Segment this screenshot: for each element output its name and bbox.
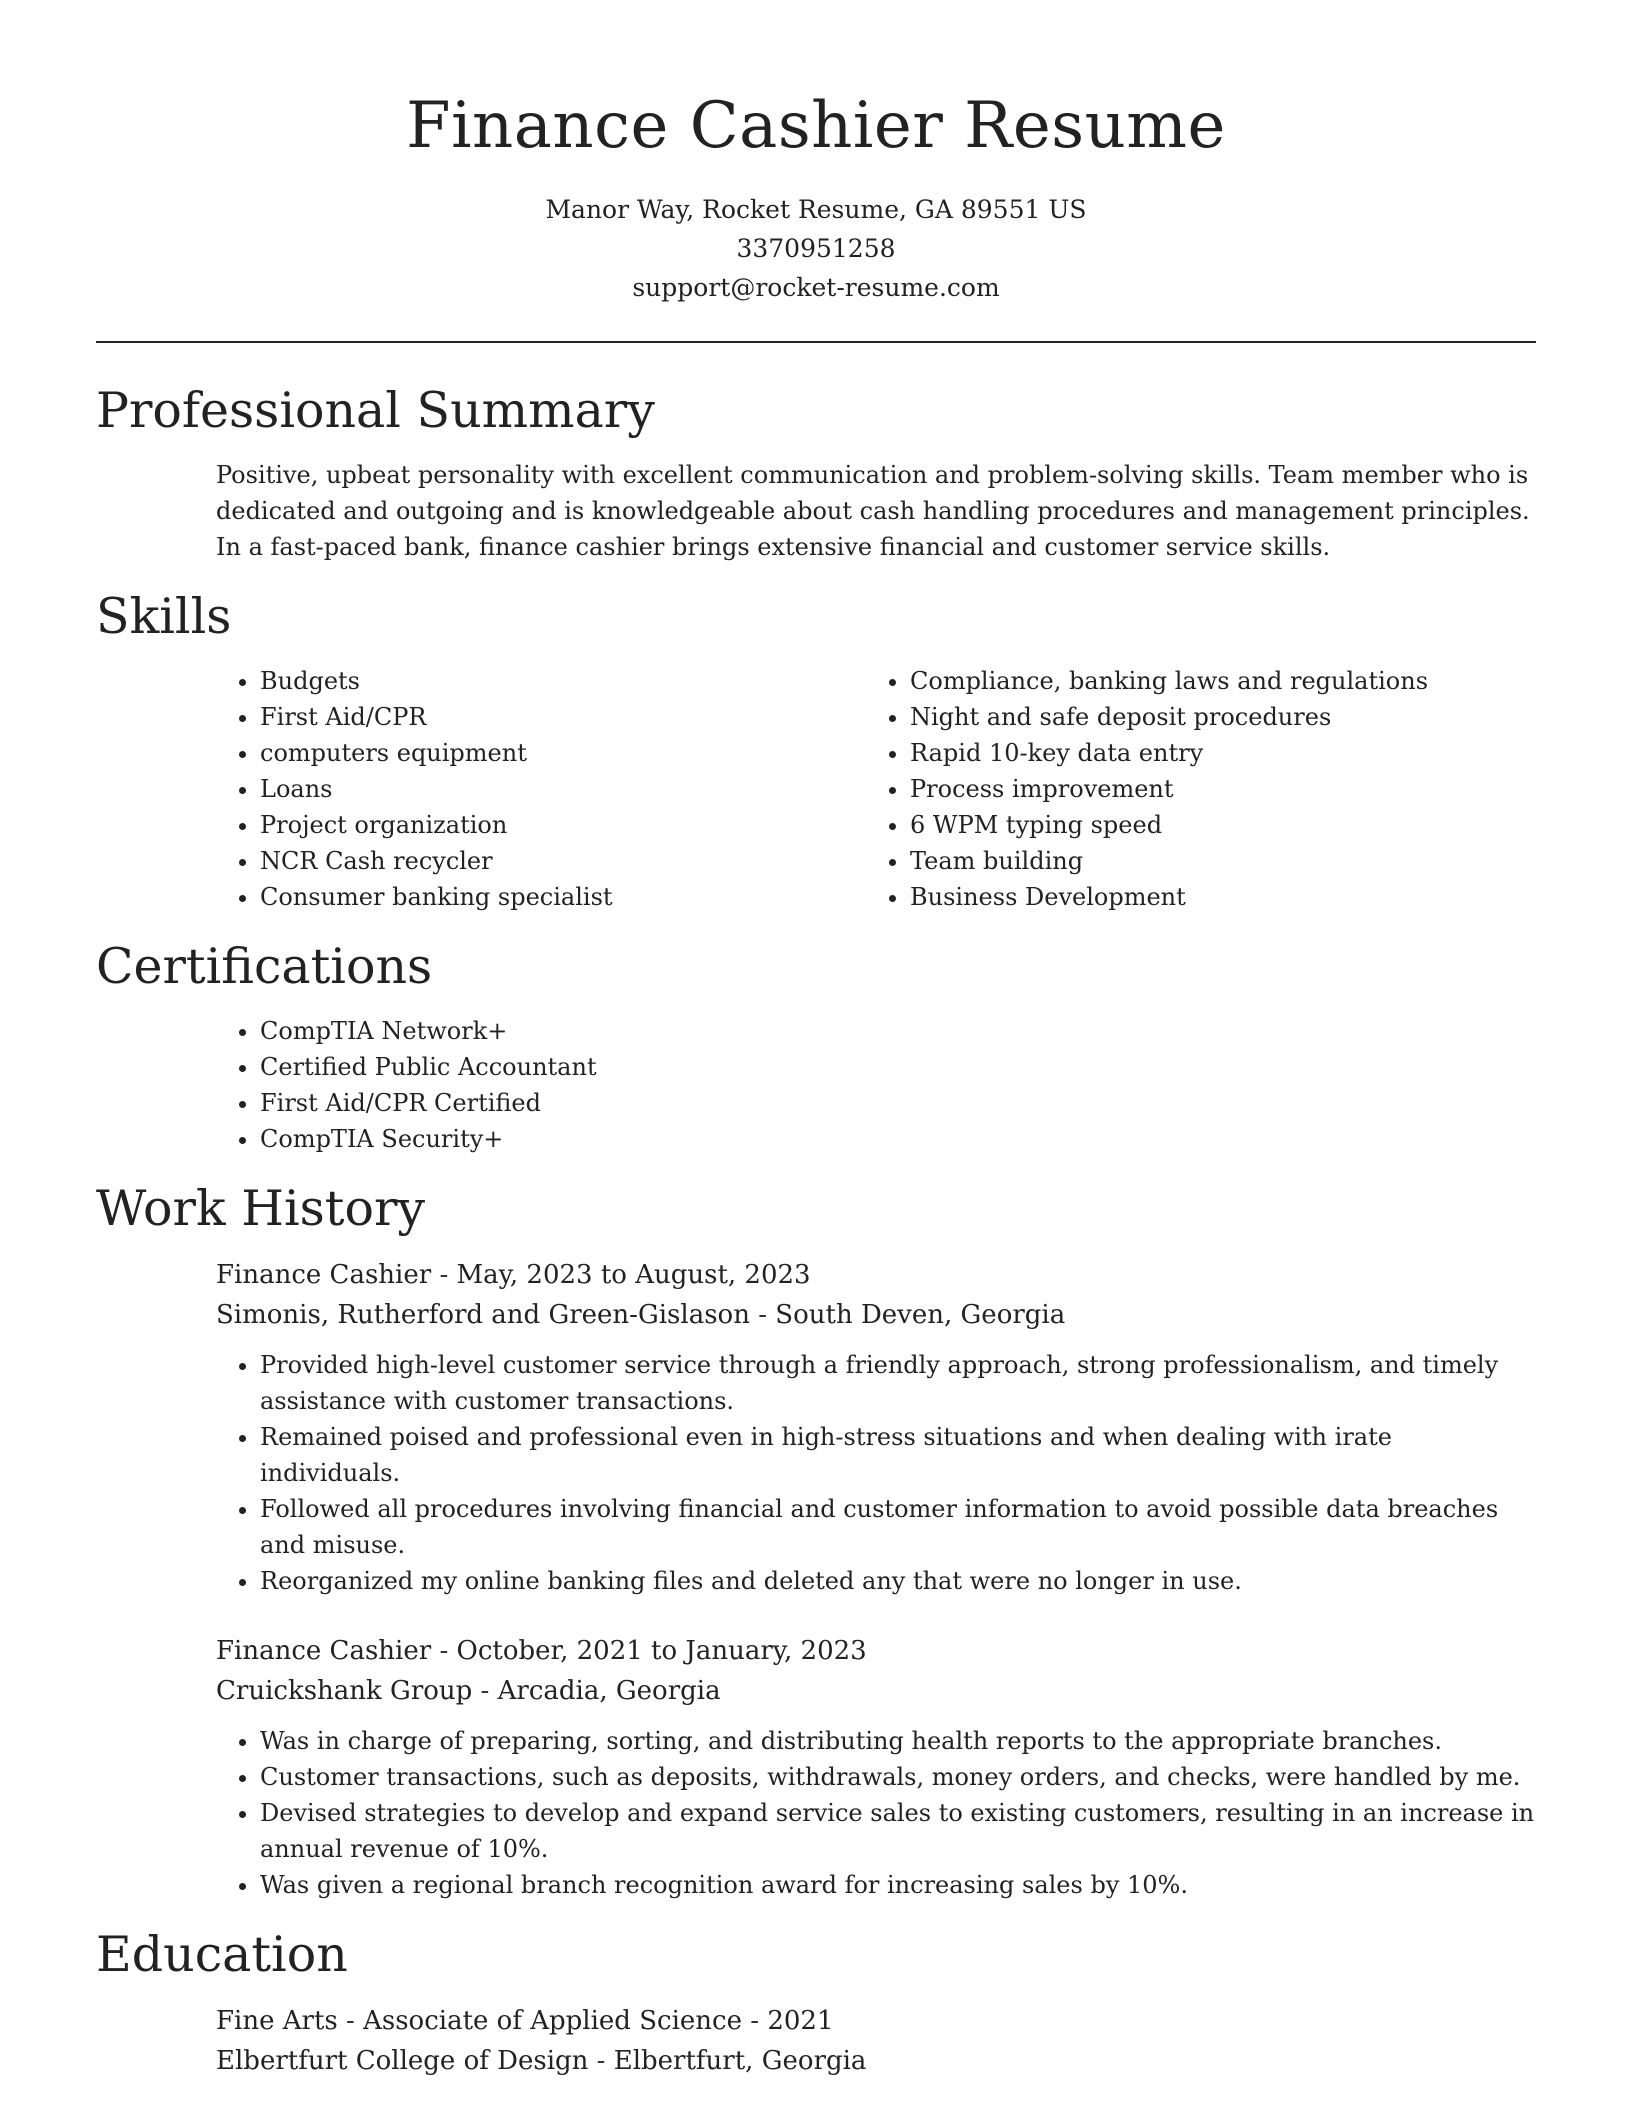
separator: - [588,2046,614,2076]
list-item: • Business Development [910,879,1516,915]
skills-list-right [866,663,1516,915]
list-item: • Remained poised and professional even in high-stress situations and when dealing with irate individuals. [260,1419,1536,1491]
list-item: • CompTIA Network+ [260,1013,1536,1049]
summary-heading: Professional Summary [96,382,655,439]
job-dates: October, 2021 to January, 2023 [456,1636,867,1666]
job-location: Arcadia, Georgia [497,1676,721,1706]
job-position: Finance Cashier [216,1260,432,1290]
summary-section [96,379,1536,565]
list-item: • Process improvement [910,771,1516,807]
skills-column-left [216,663,866,915]
job-company-line [216,1295,1536,1335]
education-field: Fine Arts [216,2006,338,2036]
work-history-heading: Work History [96,1180,426,1237]
summary-text: Positive, upbeat personality with excellent communication and problem-solving skills. Team member who is dedicated and outgoing and is knowledgeable about cash handling procedures and management principles. In a fast-paced bank, finance cashier brings extensive financial and customer service skills. [216,461,1530,561]
certifications-section [96,935,1536,1157]
education-school: Elbertfurt College of Design [216,2046,589,2076]
job-entry [216,1255,1536,1599]
job-bullets [216,1723,1536,1903]
job-position: Finance Cashier [216,1636,432,1666]
email: support@rocket-resume.com [632,273,1000,302]
separator: - [431,1636,457,1666]
school-line [216,2041,1536,2081]
resume-page [96,0,1536,2081]
list-item: • Followed all procedures involving financial and customer information to avoid possible data breaches and misuse. [260,1491,1536,1563]
certifications-heading: Certifications [96,938,433,995]
list-item: • 6 WPM typing speed [910,807,1516,843]
list-item: • Customer transactions, such as deposits, withdrawals, money orders, and checks, were handled by me. [260,1759,1536,1795]
separator: - [337,2006,364,2036]
education-entry [216,2001,1536,2081]
education-location: Elbertfurt, Georgia [613,2046,867,2076]
skills-list-left [216,663,866,915]
list-item: • First Aid/CPR Certified [260,1085,1536,1121]
address: Manor Way, Rocket Resume, GA 89551 US [545,195,1087,224]
job-entry [216,1631,1536,1903]
job-location: South Deven, Georgia [775,1300,1066,1330]
list-item: • Rapid 10-key data entry [910,735,1516,771]
list-item: • computers equipment [260,735,866,771]
education-degree: Associate of Applied Science [363,2006,742,2036]
list-item: • Project organization [260,807,866,843]
job-bullets [216,1347,1536,1599]
degree-line [216,2001,1536,2041]
list-item: • Was in charge of preparing, sorting, and distributing health reports to the appropriate branches. [260,1723,1536,1759]
separator: - [741,2006,768,2036]
list-item: • Provided high-level customer service through a friendly approach, strong professionalism, and timely assistance with customer transactions. [260,1347,1536,1419]
education-section [96,1923,1536,2081]
phone: 3370951258 [736,234,896,263]
separator: - [472,1676,498,1706]
job-company-line [216,1671,1536,1711]
list-item: • Loans [260,771,866,807]
education-heading: Education [96,1926,348,1983]
education-year: 2021 [767,2006,834,2036]
separator: - [749,1300,776,1330]
job-title-line [216,1631,1536,1671]
job-dates: May, 2023 to August, 2023 [456,1260,811,1290]
separator: - [431,1260,457,1290]
list-item: • Reorganized my online banking files and deleted any that were no longer in use. [260,1563,1536,1599]
list-item: • Devised strategies to develop and expand service sales to existing customers, resulting in an increase in annual revenue of 10%. [260,1795,1536,1867]
list-item: • First Aid/CPR [260,699,866,735]
list-item: • Compliance, banking laws and regulations [910,663,1516,699]
skills-columns [216,663,1536,915]
skills-section [96,585,1536,915]
contact-info [96,190,1536,307]
list-item: • CompTIA Security+ [260,1121,1536,1157]
job-company: Cruickshank Group [216,1676,473,1706]
list-item: • Budgets [260,663,866,699]
list-item: • NCR Cash recycler [260,843,866,879]
job-company: Simonis, Rutherford and Green-Gislason [216,1300,750,1330]
list-item: • Consumer banking specialist [260,879,866,915]
certifications-list [216,1013,1536,1157]
header-divider [96,341,1536,343]
work-history-section [96,1177,1536,1903]
resume-title: Finance Cashier Resume [406,89,1226,163]
list-item: • Night and safe deposit procedures [910,699,1516,735]
skills-heading: Skills [96,588,232,645]
list-item: • Was given a regional branch recognition award for increasing sales by 10%. [260,1867,1536,1903]
job-title-line [216,1255,1536,1295]
resume-header [96,0,1536,307]
skills-column-right [866,663,1516,915]
list-item: • Team building [910,843,1516,879]
list-item: • Certified Public Accountant [260,1049,1536,1085]
